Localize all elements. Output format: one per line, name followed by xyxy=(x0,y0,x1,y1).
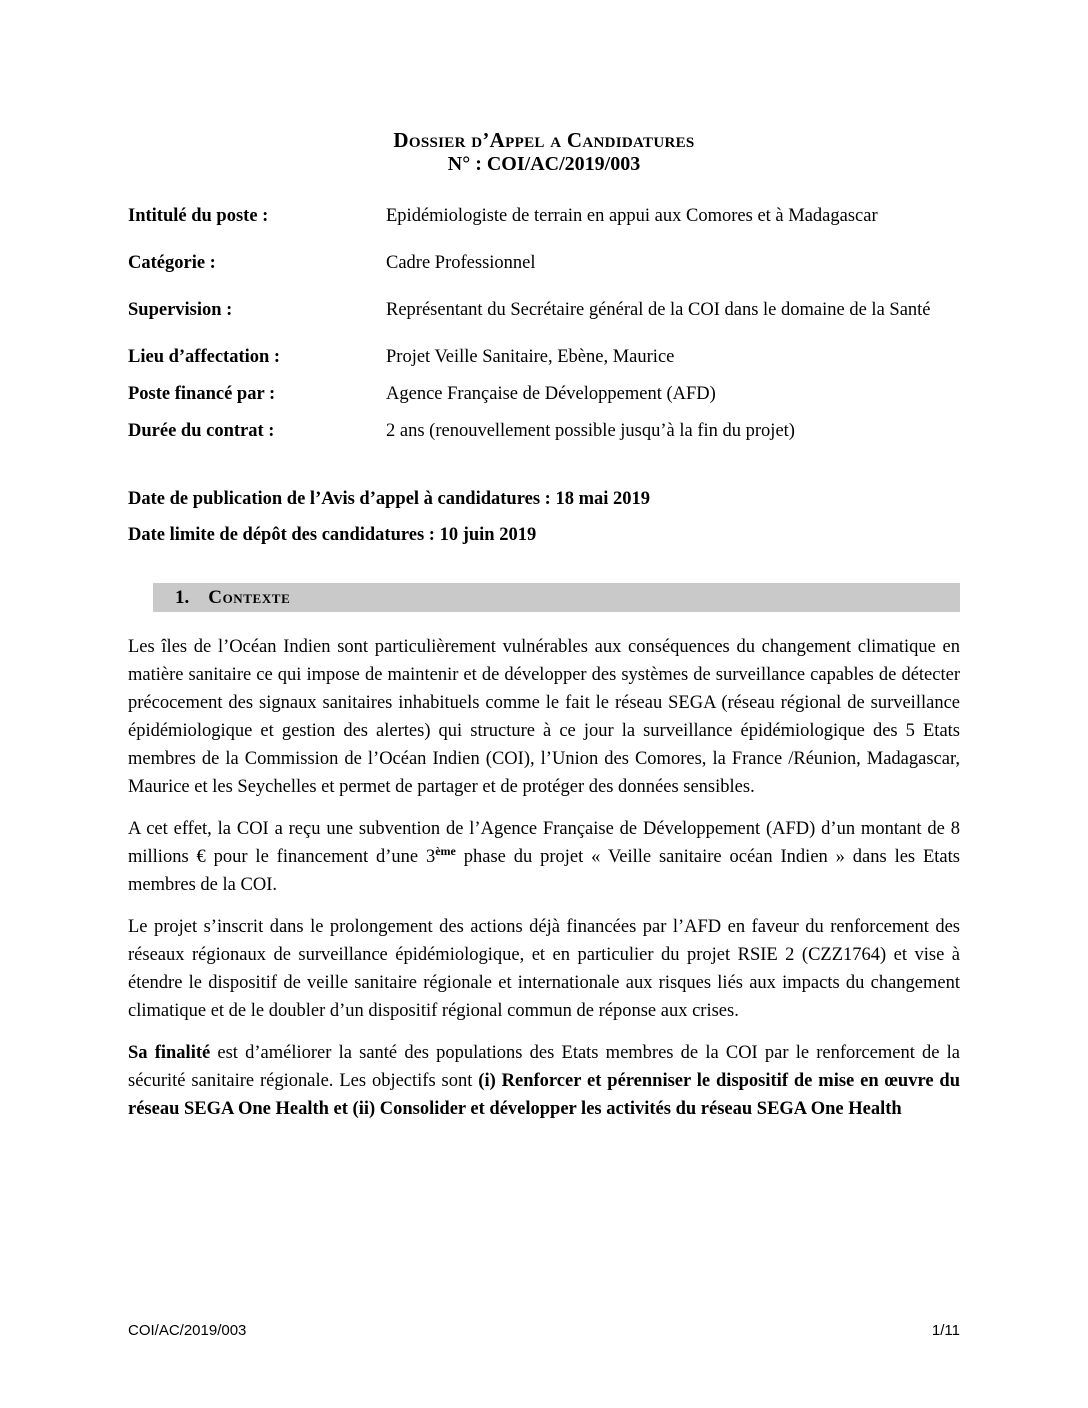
text-segment: ème xyxy=(435,843,456,858)
field-label: Catégorie : xyxy=(128,253,216,273)
text-segment: Sa finalité xyxy=(128,1043,211,1063)
footer-reference: COI/AC/2019/003 xyxy=(128,1322,247,1339)
text-segment: A cet effet, la COI a reçu une subvention de l’Agence Française de Développement (AFD) d’un montant de 8 millions € pour le financement d’une 3 xyxy=(128,819,960,867)
field-value: Agence Française de Développement (AFD) xyxy=(386,384,716,404)
text-segment: Le projet s’inscrit dans le prolongement des actions déjà financées par l’AFD en faveur du renforcement des réseaux régionaux de surveillance épidémiologique, et en particulier du projet RSIE 2 (CZZ1764) et vise à étendre le dispositif de veille sanitaire régionale et internationale aux risques liés aux impacts du changement climatique et de le doubler d’un dispositif régional commun de réponse aux crises. xyxy=(128,917,960,1021)
date-label: Date de publication de l’Avis d’appel à candidatures : xyxy=(128,489,551,509)
field-value: Représentant du Secrétaire général de la COI dans le domaine de la Santé xyxy=(386,300,931,320)
date-line xyxy=(128,485,960,513)
field-label: Supervision : xyxy=(128,300,233,320)
text-segment: est d’améliorer la santé des populations des Etats membres de la COI par le renforcement de la sécurité sanitaire régionale. Les objectifs sont xyxy=(128,1043,961,1091)
field-value: Projet Veille Sanitaire, Ebène, Maurice xyxy=(386,347,675,367)
field-value: Cadre Professionnel xyxy=(386,253,536,273)
page-footer xyxy=(128,1322,960,1339)
key-dates xyxy=(128,485,960,549)
body-paragraph xyxy=(128,913,960,1025)
body-paragraph xyxy=(128,815,960,899)
field-label: Intitulé du poste : xyxy=(128,206,269,226)
field-value: 2 ans (renouvellement possible jusqu’à la fin du projet) xyxy=(386,421,795,441)
section-number: 1. xyxy=(175,586,190,608)
field-row xyxy=(128,417,960,445)
date-label: Date limite de dépôt des candidatures : xyxy=(128,525,435,545)
footer-page-number: 1/11 xyxy=(931,1322,960,1339)
field-row xyxy=(128,202,960,230)
job-fields xyxy=(128,202,960,445)
field-row xyxy=(128,380,960,408)
body-text xyxy=(128,633,960,1123)
section-heading-contexte xyxy=(153,583,960,612)
field-value: Epidémiologiste de terrain en appui aux Comores et à Madagascar xyxy=(386,206,878,226)
date-value: 18 mai 2019 xyxy=(555,489,650,509)
field-label: Durée du contrat : xyxy=(128,421,275,441)
date-line xyxy=(128,521,960,549)
body-paragraph xyxy=(128,1039,960,1123)
field-row xyxy=(128,249,960,277)
date-value: 10 juin 2019 xyxy=(439,525,537,545)
field-label: Poste financé par : xyxy=(128,384,276,404)
field-row xyxy=(128,343,960,371)
text-segment: (i) Renforcer et pérenniser le dispositif de mise en œuvre du réseau SEGA One Health et (ii) Consolider et développer les activités du réseau SEGA One Health xyxy=(128,1071,961,1119)
field-row xyxy=(128,296,960,324)
document-header xyxy=(128,128,960,176)
text-segment: Les îles de l’Océan Indien sont particulièrement vulnérables aux conséquences du changement climatique en matière sanitaire ce qui impose de maintenir et de développer des systèmes de surveillance capables de détecter précocement des signaux sanitaires inhabituels comme le fait le réseau SEGA (réseau régional de surveillance épidémiologique et gestion des alertes) qui structure à ce jour la surveillance épidémiologique des 5 Etats membres de la Commission de l’Océan Indien (COI), l’Union des Comores, la France /Réunion, Madagascar, Maurice et les Seychelles et permet de partager et de protéger des données sensibles. xyxy=(128,637,960,797)
field-label: Lieu d’affectation : xyxy=(128,347,281,367)
document-number: N° : COI/AC/2019/003 xyxy=(447,153,641,175)
text-segment: phase du projet « Veille sanitaire océan Indien » dans les Etats membres de la COI. xyxy=(128,847,960,895)
document-title: Dossier d’Appel a Candidatures xyxy=(393,128,695,152)
body-paragraph xyxy=(128,633,960,801)
section-title: Contexte xyxy=(208,586,291,608)
